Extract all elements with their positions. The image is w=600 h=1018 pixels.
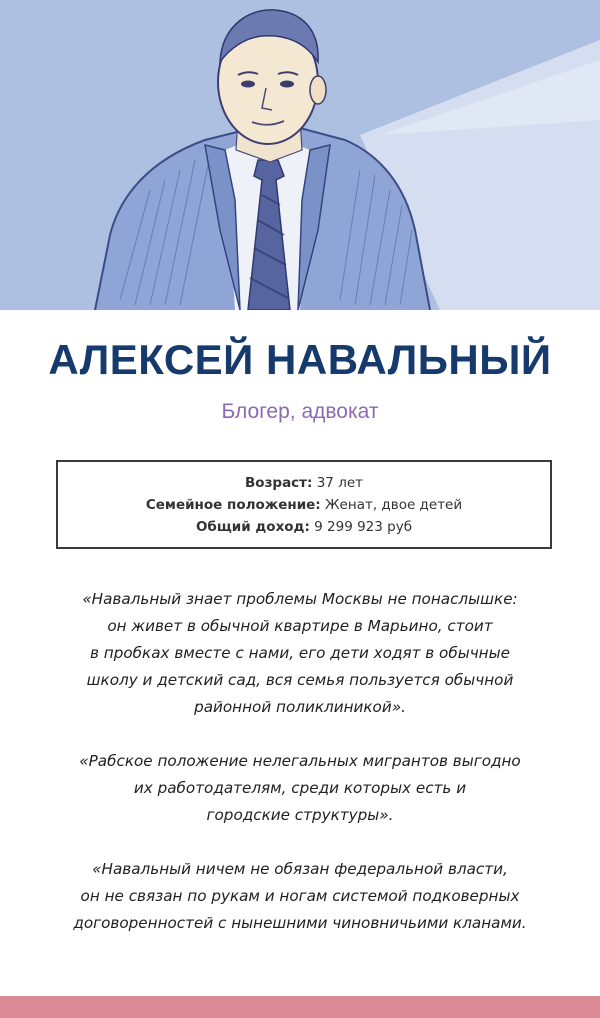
portrait-illustration: [0, 0, 600, 310]
family-label: Семейное положение:: [145, 496, 321, 513]
quote-line: он не связан по рукам и ногам системой подковерных: [80, 887, 520, 905]
quote-line: их работодателям, среди которых есть и: [133, 779, 467, 797]
info-row-family: [146, 494, 462, 516]
age-value: 37 лет: [316, 474, 363, 491]
person-name: АЛЕКСЕЙ НАВАЛЬНЫЙ: [48, 336, 552, 383]
info-row-income: [196, 516, 412, 538]
quotes-section: [40, 586, 560, 964]
quote-line: «Рабское положение нелегальных мигрантов выгодно: [79, 752, 521, 770]
family-value: Женат, двое детей: [325, 496, 463, 513]
quote-2: [40, 748, 560, 829]
quote-line: «Навальный ничем не обязан федеральной власти,: [92, 860, 508, 878]
quote-line: договоренностей с нынешними чиновничьими кланами.: [73, 914, 527, 932]
person-occupation: Блогер, адвокат: [221, 400, 379, 423]
quote-line: городские структуры».: [206, 806, 394, 824]
quote-line: районной поликлиникой».: [194, 698, 406, 716]
age-label: Возраст:: [245, 474, 313, 491]
quote-1: [40, 586, 560, 721]
portrait-sketch: [0, 0, 600, 310]
quote-line: школу и детский сад, вся семья пользуется обычной: [86, 671, 514, 689]
bottom-accent-bar: [0, 996, 600, 1018]
income-label: Общий доход:: [195, 518, 310, 535]
quote-line: в пробках вместе с нами, его дети ходят в обычные: [90, 644, 510, 662]
info-row-age: [245, 472, 363, 494]
income-value: 9 299 923 руб: [314, 518, 413, 535]
quote-3: [40, 856, 560, 937]
info-box: [56, 460, 552, 549]
quote-line: он живет в обычной квартире в Марьино, стоит: [107, 617, 493, 635]
quote-line: «Навальный знает проблемы Москвы не понаслышке:: [82, 590, 518, 608]
